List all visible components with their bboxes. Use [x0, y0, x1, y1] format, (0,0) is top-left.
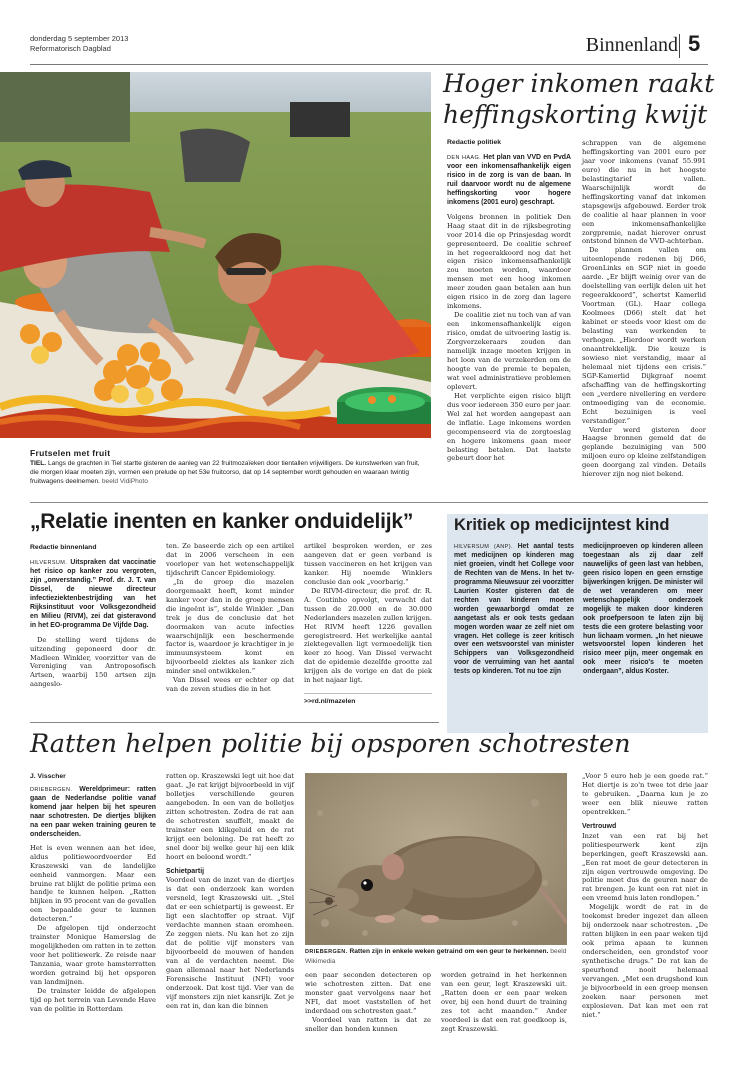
header-date: donderdag 5 september 2013	[30, 34, 129, 43]
article2-column-2	[166, 542, 294, 694]
section-rule	[30, 502, 708, 503]
article4-column-3	[305, 971, 431, 1034]
article2-paragraph: De stelling werd tijdens de uitzending geponeerd door dr. Madleen Winkler, voorzitter van de Vereniging van Antroposofisch Artsen, waarbij 150 artsen zijn aangeslo-	[30, 635, 156, 689]
article4-subheading: Schietpartij	[166, 867, 205, 875]
article1-paragraph: Volgens bronnen in politiek Den Haag staat dit in de rijksbegroting voor 2014 die op Prinsjesdag wordt gepresenteerd. De coalitie schreef in het regeerakkoord nog dat het eigen risico inkomensafhankelijk zou moeten worden, waardoor mensen met een hoog inkomen meer zouden gaan betalen aan hun eigen risico in de zorg dan lagere inkomens.	[447, 212, 571, 311]
article2-paragraph: „In de groep die mazelen doorgemaakt heeft, komt minder kanker voor dan in de groep mensen die ingeënt is”, stelde Winkler. „Dan trek je dus de conclusie dat het doormaken van acute infecties waarschijnlijk een beschermende factor is, waardoor je krachtiger in je immuunsysteem komt en bijvoorbeeld ziektes als kanker zich minder snel ontwikkelen.”	[166, 577, 294, 676]
article2-dateline: HILVERSUM.	[30, 560, 68, 566]
photo-caption-place: TIEL.	[30, 460, 47, 467]
article1-column-1	[447, 154, 571, 463]
rat-photo-caption	[305, 947, 567, 966]
article4-column-4	[441, 971, 567, 1034]
article4-paragraph: Het is even wennen aan het idee, aldus politiewoordvoerder Ed Kraszewski van de landelijke eenheid vanmorgen. Maar een bruine rat blijkt de politie prima een handje te kunnen helpen. „Ratten blijken in 95 procent van de gevallen een bepaalde geur te kunnen detecteren.”	[30, 843, 156, 924]
article1-headline-line2: heffingskorting kwijt	[443, 100, 708, 129]
article4-paragraph: „Voor 5 euro heb je een goede rat.” Het diertje is zo'n twee tot drie jaar te gebruiken. „Daarna kun je zo weer een blik nieuwe ratten opentrekken.”	[582, 772, 708, 816]
article4-byline: J. Visscher	[30, 773, 66, 780]
article4-paragraph: Voordeel van de inzet van de diertjes is dat een onderzoek kan worden versneld, legt Kraszewski uit. „Stel dat er een schietpartij is geweest. Er ligt een slachtoffer op straat. Vijf verdachte mannen staan eromheen. Ze zeggen niets. Nu kan het zo zijn dat de politie vijf monsters van bijvoorbeeld de mouwen of handen van al de verdachten neemt. Die gaan allemaal naar het Nederlands Forensische Instituut (NFI) voor onderzoek. Dat kost tijd. Vier van de vijf monsters zijn niet kansrijk. Zet je een rat in, dan kan die binnen	[166, 876, 294, 1010]
article4-column-1	[30, 786, 156, 1014]
article4-paragraph: Inzet van een rat bij het politiespeurwerk kent zijn beperkingen, geeft Kraszewski aan. „Een rat moet de geur detecteren in zijn eigen vertrouwde omgeving. De politie moet dus de geuren naar de rat brengen. Je kunt een rat niet in een vreemd huis laten rondlopen.”	[582, 831, 708, 903]
article1-paragraph: schrappen van de algemene heffingskorting van 2001 euro per jaar voor inkomens (vanaf 55.991 euro) die nu in het hoogste belastingtarief vallen. Waarschijnlijk wordt de heffingskorting vanaf dat inkomen stapsgewijs afgebouwd. Eerder trok de coalitie al haar plannen in voor een inkomensafhankelijke zorgpremie, nadat hierover onrust ontstond binnen de VVD-achterban.	[582, 139, 706, 246]
article2-paragraph: De RIVM-directeur, die prof. dr. R. A. Coutinho opvolgt, verwacht dat tussen de 20.000 en de 30.000 Nederlanders mazelen zullen krijgen. Het RIVM heeft 1226 gevallen geregistreerd. Het werkelijke aantal ziektegevallen ligt vermoedelijk tien keer zo hoog. Van Dissel verwacht dat de epidemie dezelfde grootte zal krijgen als de vorige en dat de piek in het najaar ligt.	[304, 586, 432, 685]
article4-dateline: DRIEBERGEN.	[30, 787, 73, 793]
article1-byline: Redactie politiek	[447, 139, 502, 146]
article2-paragraph: ten. Ze baseerde zich op een artikel dat in 2006 verscheen in een voorloper van het wetenschappelijk tijdschrift Cancer Epidemiology.	[166, 542, 294, 577]
article2-paragraph: Van Dissel wees er echter op dat van de zeven studies die in het	[166, 676, 294, 694]
article1-paragraph: Het verplichte eigen risico blijft dus voor iedereen 350 euro per jaar. Wel zal het worden aangepast aan de inflatie. Lage inkomens worden gecompenseerd via de zorgtoeslag en hogere inkomens gaan meer belasting betalen. Dat laatste gebeurt door het	[447, 391, 571, 463]
section-rule	[30, 722, 439, 723]
header-paper-name: Reformatorisch Dagblad	[30, 44, 111, 53]
article4-paragraph: een paar seconden detecteren op wie schotresten zitten. Dat ene monster gaat vervolgens naar het NFI, dat moet vaststellen of het inderdaad om schotresten gaat.”	[305, 971, 431, 1015]
header-rule	[30, 64, 708, 65]
header-separator	[679, 34, 680, 58]
article2-lead: HILVERSUM. Uitspraken dat vaccinatie het risico op kanker zou vergroten, zijn „onverstandig.” Prof. dr. J. T. van Dissel, de nieuwe directeur infectieziektenbestrijding van het Rijksinstituut voor Volksgezondheid en Milieu (RIVM), zei dat gisteravond in het EO-programma De Vijfde Dag.	[30, 559, 156, 629]
article4-column-2	[166, 772, 294, 1011]
article2-paragraph: artikel besproken werden, er zes aangeven dat er geen verband is tussen vaccineren en het krijgen van kanker. Hij noemde Winklers conclusie dan ook „voorbarig.”	[304, 542, 432, 586]
article4-subheading: Vertrouwd	[582, 822, 617, 830]
photo-caption	[30, 459, 430, 486]
rat-photo-credit: beeld Wikimedia	[305, 948, 567, 965]
article1-paragraph: De plannen vallen om uiteenlopende redenen bij D66, GroenLinks en SGP niet in goede aarde. „Er blijft weinig over van de doelstelling van eerlijk delen uit het regeerakkoord”, schertst Kamerlid Voortman (GL). Haar collega Koolmees (D66) stelt dat het kabinet er steeds voor kiest om de belasting van werkenden te verhogen. „Hierdoor wordt werken onaantrekkelijk. Die keuze is sowieso niet verstandig, maar al helemaal niet tijdens een crisis.” SGP-Kamerlid Dijkgraaf noemt afschaffing van de heffingskorting een „verdere nivellering en verdere ontmoediging van de economie. Echt bezuinigen is veel verstandiger.”	[582, 246, 706, 425]
fruit-mosaic-photo	[0, 72, 431, 438]
photo-caption-title: Frutselen met fruit	[30, 448, 111, 458]
rat-photo	[305, 773, 567, 945]
page-number: 5	[688, 31, 701, 56]
article1-headline-line1: Hoger inkomen raakt	[443, 69, 715, 98]
article4-paragraph: worden getraind in het herkennen van een geur, legt Kraszewski uit. „Ratten doen er een paar weken over, bij een hond duurt de training zes tot acht maanden.” Ander voordeel is dat een rat goedkoop is, zegt Kraszewski.	[441, 971, 567, 1033]
article4-paragraph: De trainster leidde de afgelopen tijd op het terrein van Levende Have van de politie in Rotterdam	[30, 986, 156, 1013]
article1-lead: DEN HAAG. Het plan van VVD en PvdA voor een inkomensafhankelijk eigen risico in de zorg is van de baan. In ruil daarvoor wordt nu de algemene heffingskorting voor hogere inkomens (2001 euro) geschrapt.	[447, 154, 571, 206]
link-rule	[304, 693, 432, 694]
article3-dateline: HILVERSUM (ANP).	[454, 544, 513, 550]
article2-link[interactable]: >>rd.nl/mazelen	[304, 698, 356, 705]
article2-column-3	[304, 542, 432, 685]
article4-paragraph: Voordeel van ratten is dat ze sneller dan honden kunnen	[305, 1015, 431, 1033]
article4-paragraph: Mogelijk wordt de rat in de toekomst breder ingezet dan alleen bij onderzoek naar schotresten. „De ratten blijken in een paar weken tijd ook prima apaan te kunnen onderscheiden, een grondstof voor synthetische drugs.” De rat kan de speurhond nooit helemaal vervangen. „Met een drugshond kun je bijvoorbeeld in een groep mensen zoeken naar personen met explosieven. Dat kan met een rat niet.”	[582, 903, 708, 1019]
section-title: Binnenland	[585, 34, 678, 56]
article3-column-2	[583, 543, 703, 677]
article4-column-5	[582, 772, 708, 1020]
article1-column-2	[582, 139, 706, 479]
article4-paragraph: De afgelopen tijd onderzocht trainster Monique Hamerslag de mogelijkheden om ratten in te zetten voor het politiewerk. Ze reisde naar Tanzania, waar grote hamsterratten worden getraind bij het opsporen van landmijnen.	[30, 924, 156, 987]
article1-headline	[443, 68, 723, 130]
article1-paragraph: Verder werd gisteren door Haagse bronnen gemeld dat de geplande bezuiniging van 500 miljoen euro op kleine zelfstandigen geen doorgang zal vinden. Details hierover zijn nog niet bekend.	[582, 425, 706, 479]
article2-headline: „Relatie inenten en kanker onduidelijk”	[30, 510, 414, 533]
article2-column-1	[30, 559, 156, 689]
photo-credit: beeld VidiPhoto	[101, 478, 148, 485]
article3-lead-1: Het aantal tests met medicijnen op kinderen mag niet groeien, vindt het College voor de Rechten van de Mens. In het tv-programma Nieuwsuur zei voorzitter Laurien Koster gisteren dat de rechten van kinderen moeten worden gewaarborgd omdat ze aangetast als er ook tests gedaan mogen worden waar ze zelf niet om vragen. Het college is zeer kritisch over een wetsvoorstel van minister Schippers van Volksgezondheid voor de verruiming van het aantal tests op kinderen. Tot nu toe zijn	[454, 543, 575, 676]
photo-caption-text: Langs de grachten in Tiel startte gisteren de aanleg van 22 fruitmozaïeken door tientallen vrijwilligers. De kunstwerken van fruit, die morgen klaar moeten zijn, vormen een prelude op het 53e fruitcorso, dat op 14 september wordt gehouden en waaraan twintig fruitwagens deelnemen.	[30, 460, 420, 485]
article3-column-1	[454, 543, 574, 677]
article4-paragraph: ratten op. Kraszewski legt uit hoe dat gaat. „Je rat krijgt bijvoorbeeld in vijf bolletjes verschillende geuren aangeboden. In een van de bolletjes zitten schotresten. Zodra de rat aan de schotresten snuffelt, maakt de trainster een klikgeluid en de rat krijgt een beloning. De rat heeft zo snel door bij welke geur hij een klik hoort en beloond wordt.”	[166, 772, 294, 861]
article3-headline: Kritiek op medicijntest kind	[454, 516, 670, 534]
article1-paragraph: De coalitie ziet nu toch van af van een inkomensafhankelijk eigen risico, omdat de uitvoering lastig is. Zorgverzekeraars zouden dan namelijk inzage moeten krijgen in het loon van de verzekerden om de hoogte van de premie te bepalen, wat veel administratieve problemen oplevert.	[447, 311, 571, 391]
article4-lead: DRIEBERGEN. Wereldprimeur: ratten gaan de Nederlandse politie vanaf komend jaar helpen bij het speuren naar schotresten. De diertjes blijken na een paar weken training geuren te onderscheiden.	[30, 786, 157, 838]
article4-headline: Ratten helpen politie bij opsporen schotresten	[30, 729, 631, 759]
rat-caption-place: DRIEBERGEN.	[305, 949, 348, 955]
article3-lead-2: medicijnproeven op kinderen alleen toegestaan als zij daar zelf nauwelijks of geen last van hebben, geen risico lopen en geen ernstige bijwerkingen krijgen. De minister wil de wet veranderen om meer wetenschappelijk onderzoek mogelijk te maken door kinderen ook proefpersoon te laten zijn bij tests die een grotere belasting voor hun lichaam vormen. „In het nieuwe wetsvoorstel lopen kinderen het risico meer pijn, meer ongemak en ook meer risico's te moeten ondergaan”, aldus Koster.	[583, 543, 703, 676]
rat-caption-text: Ratten zijn in enkele weken getraind om een geur te herkennen.	[349, 948, 549, 955]
article2-byline: Redactie binnenland	[30, 544, 97, 551]
article1-dateline: DEN HAAG.	[447, 155, 482, 161]
